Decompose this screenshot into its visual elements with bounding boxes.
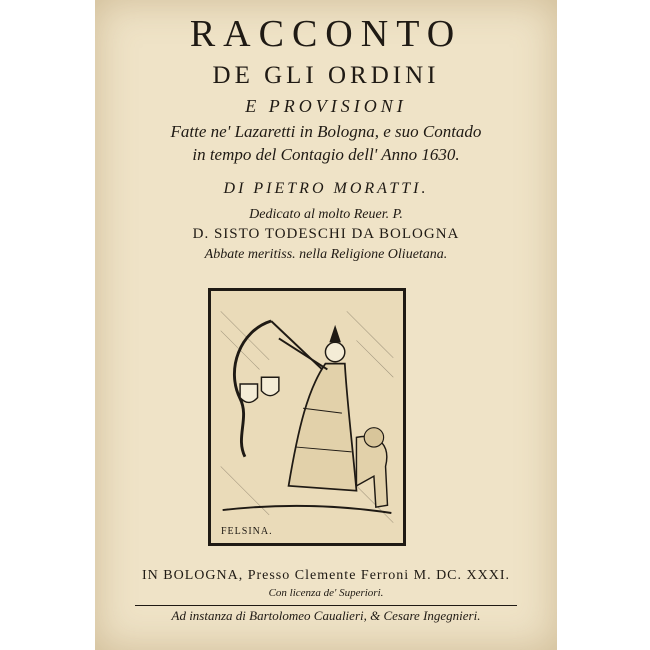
title-line-3: E PROVISIONI <box>245 96 407 116</box>
subtitle-line-2: in tempo del Contagio dell' Anno 1630. <box>192 145 460 164</box>
dedicatee-title-line: Abbate meritiss. nella Religione Oliuetana. <box>204 247 448 262</box>
dedicatee-line: D. SISTO TODESCHI DA BOLOGNA <box>192 226 460 242</box>
license-line: Con licenza de' Superiori. <box>268 587 384 599</box>
imprint-line: IN BOLOGNA, Presso Clemente Ferroni M. DC. XXXI. <box>141 568 511 583</box>
felsina-figure-icon <box>211 291 403 543</box>
subtitle-line-1: Fatte ne' Lazaretti in Bologna, e suo Contado <box>170 122 482 141</box>
title-line-1: RACCONTO <box>189 13 463 55</box>
woodcut-caption: FELSINA. <box>221 526 273 537</box>
imprint-rule <box>135 605 517 606</box>
woodcut-illustration <box>208 288 406 546</box>
title-page <box>95 0 557 650</box>
author-line: DI PIETRO MORATTI. <box>223 180 429 197</box>
dedication-line: Dedicato al molto Reuer. P. <box>249 207 403 222</box>
title-line-2: DE GLI ORDINI <box>212 62 440 89</box>
instance-line: Ad instanza di Bartolomeo Caualieri, & Cesare Ingegnieri. <box>171 608 481 623</box>
